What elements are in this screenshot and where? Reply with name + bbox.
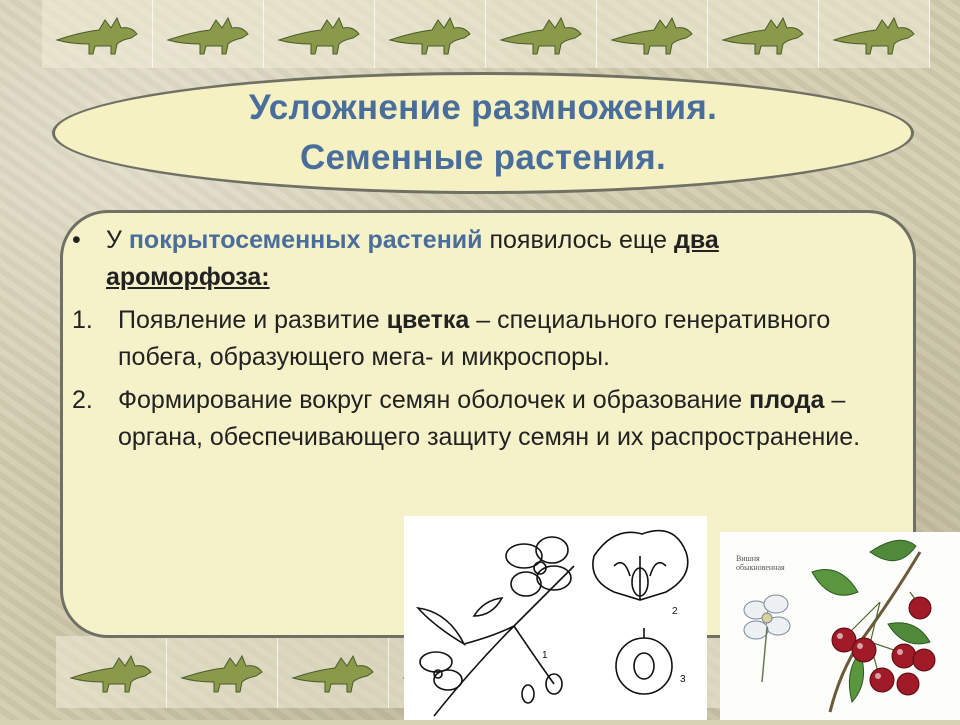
dinosaur-border-top [42, 0, 930, 68]
dinosaur-icon [708, 0, 819, 68]
item-number: 1. [72, 306, 93, 334]
dinosaur-icon [153, 0, 264, 68]
numbered-item-1 [72, 302, 862, 376]
item-number: 2. [72, 386, 93, 414]
slide-title-line-1: Усложнение размножения. [248, 88, 718, 127]
title-banner [52, 72, 914, 194]
bullet-dot: • [72, 226, 81, 254]
item-before: Появление и развитие [118, 306, 387, 334]
item-text [118, 302, 862, 376]
slide-body [72, 222, 862, 456]
cherry-caption: Вишня обыкновенная [736, 554, 785, 572]
dinosaur-icon [278, 636, 389, 708]
bullet-prefix: У [106, 226, 129, 254]
bullet-emphasis: два ароморфоза: [106, 226, 719, 291]
item-bold: плода [749, 386, 825, 414]
dinosaur-icon [486, 0, 597, 68]
dinosaur-icon [597, 0, 708, 68]
slide-title-line-2: Семенные растения. [299, 138, 667, 177]
bullet-text [106, 222, 862, 296]
numbered-item-2 [72, 382, 862, 456]
figure-label-1: 1 [542, 650, 548, 661]
dinosaur-icon [819, 0, 930, 68]
dinosaur-icon [375, 0, 486, 68]
dinosaur-icon [264, 0, 375, 68]
dinosaur-icon [56, 636, 167, 708]
figure-label-2: 2 [672, 606, 678, 617]
figure-label-3: 3 [680, 674, 686, 685]
item-after: – органа, обеспечивающего защиту семян и их распространение. [118, 386, 861, 451]
bullet-highlight: покрытосеменных растений [128, 226, 483, 254]
item-after: – специального генеративного побега, образующего мега- и микроспоры. [118, 306, 831, 371]
item-bold: цветка [386, 306, 470, 334]
bullet-item [72, 222, 862, 296]
item-before: Формирование вокруг семян оболочек и образование [118, 386, 750, 414]
flower-diagram-image [404, 516, 707, 720]
item-text [118, 382, 862, 456]
dinosaur-icon [42, 0, 153, 68]
cherry-illustration-image [720, 532, 960, 720]
dinosaur-icon [167, 636, 278, 708]
bullet-middle: появилось еще [482, 226, 674, 254]
